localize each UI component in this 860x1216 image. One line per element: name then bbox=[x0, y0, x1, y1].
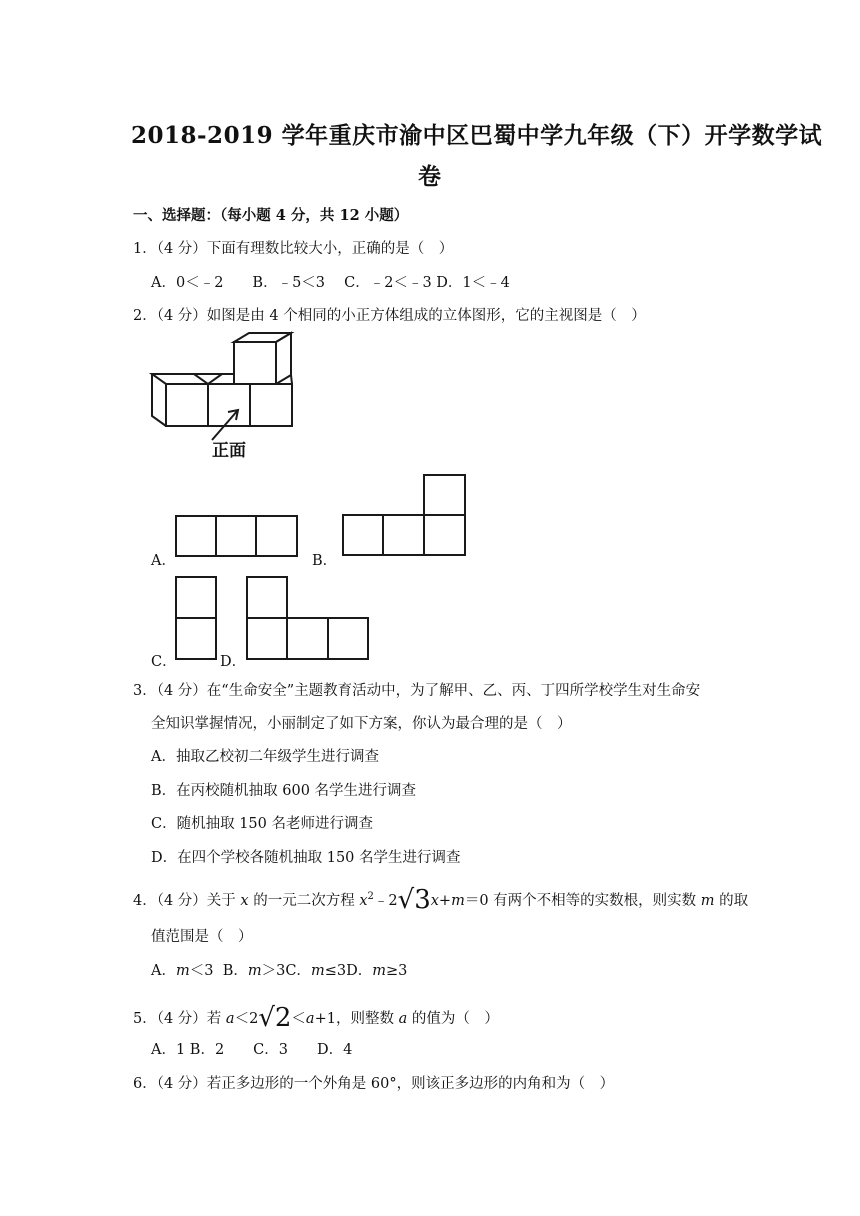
option-c-label: C． bbox=[151, 654, 177, 670]
question-4-options: A．m＜3 B．m＞3C．m≤3D．m≥3 bbox=[151, 963, 408, 979]
question-3-option-c: C．随机抽取 150 名老师进行调查 bbox=[151, 816, 373, 832]
question-5-stem: 5．（4 分）若 a＜2√2＜a+1，则整数 a 的值为（ ） bbox=[133, 1003, 499, 1033]
question-2-stem: 2．（4 分）如图是由 4 个相同的小正方体组成的立体图形，它的主视图是（ ） bbox=[133, 308, 646, 324]
question-3-stem-line1: 3．（4 分）在“生命安全”主题教育活动中，为了解甲、乙、丙、丁四所学校学生对生命安 bbox=[133, 683, 701, 699]
option-a-label: A． bbox=[151, 553, 176, 569]
question-1-options: A．0＜﹣2 B．﹣5＜3 C．﹣2＜﹣3 D．1＜﹣4 bbox=[151, 275, 510, 291]
option-a-figure bbox=[175, 515, 299, 559]
question-4-stem-line1: 4．（4 分）关于 x 的一元二次方程 $x^2﹣2√3x+m=0$ 有两个不相等的实数根，则实数 m 的取 bbox=[133, 885, 749, 915]
front-view-label: 正面 bbox=[212, 441, 246, 461]
option-d-label: D． bbox=[220, 654, 247, 670]
option-b-figure bbox=[342, 474, 467, 558]
section-heading: 一、选择题：（每小题 4 分，共 12 小题） bbox=[133, 207, 409, 224]
question-3-stem-line2: 全知识掌握情况，小丽制定了如下方案，你认为最合理的是（ ） bbox=[151, 716, 572, 732]
option-d-figure bbox=[246, 576, 371, 662]
question-6-stem: 6．（4 分）若正多边形的一个外角是 60°，则该正多边形的内角和为（ ） bbox=[133, 1076, 615, 1092]
page-title-line1: 2018-2019 学年重庆市渝中区巴蜀中学九年级（下）开学数学试 bbox=[131, 122, 823, 149]
question-1-stem: 1．（4 分）下面有理数比较大小，正确的是（ ） bbox=[133, 241, 454, 257]
sqrt-2: √2 bbox=[258, 1003, 292, 1033]
question-3-option-b: B．在丙校随机抽取 600 名学生进行调查 bbox=[151, 783, 417, 799]
question-4-stem-line2: 值范围是（ ） bbox=[151, 929, 253, 945]
option-b-label: B． bbox=[312, 553, 338, 569]
question-3-option-d: D．在四个学校各随机抽取 150 名学生进行调查 bbox=[151, 850, 461, 866]
question-3-option-a: A．抽取乙校初二年级学生进行调查 bbox=[151, 749, 379, 765]
question-5-options: A．1 B．2 C．3 D．4 bbox=[151, 1042, 353, 1058]
page-title-line2: 卷 bbox=[418, 163, 442, 190]
option-c-figure bbox=[175, 576, 219, 662]
sqrt-3: √3 bbox=[397, 885, 431, 915]
